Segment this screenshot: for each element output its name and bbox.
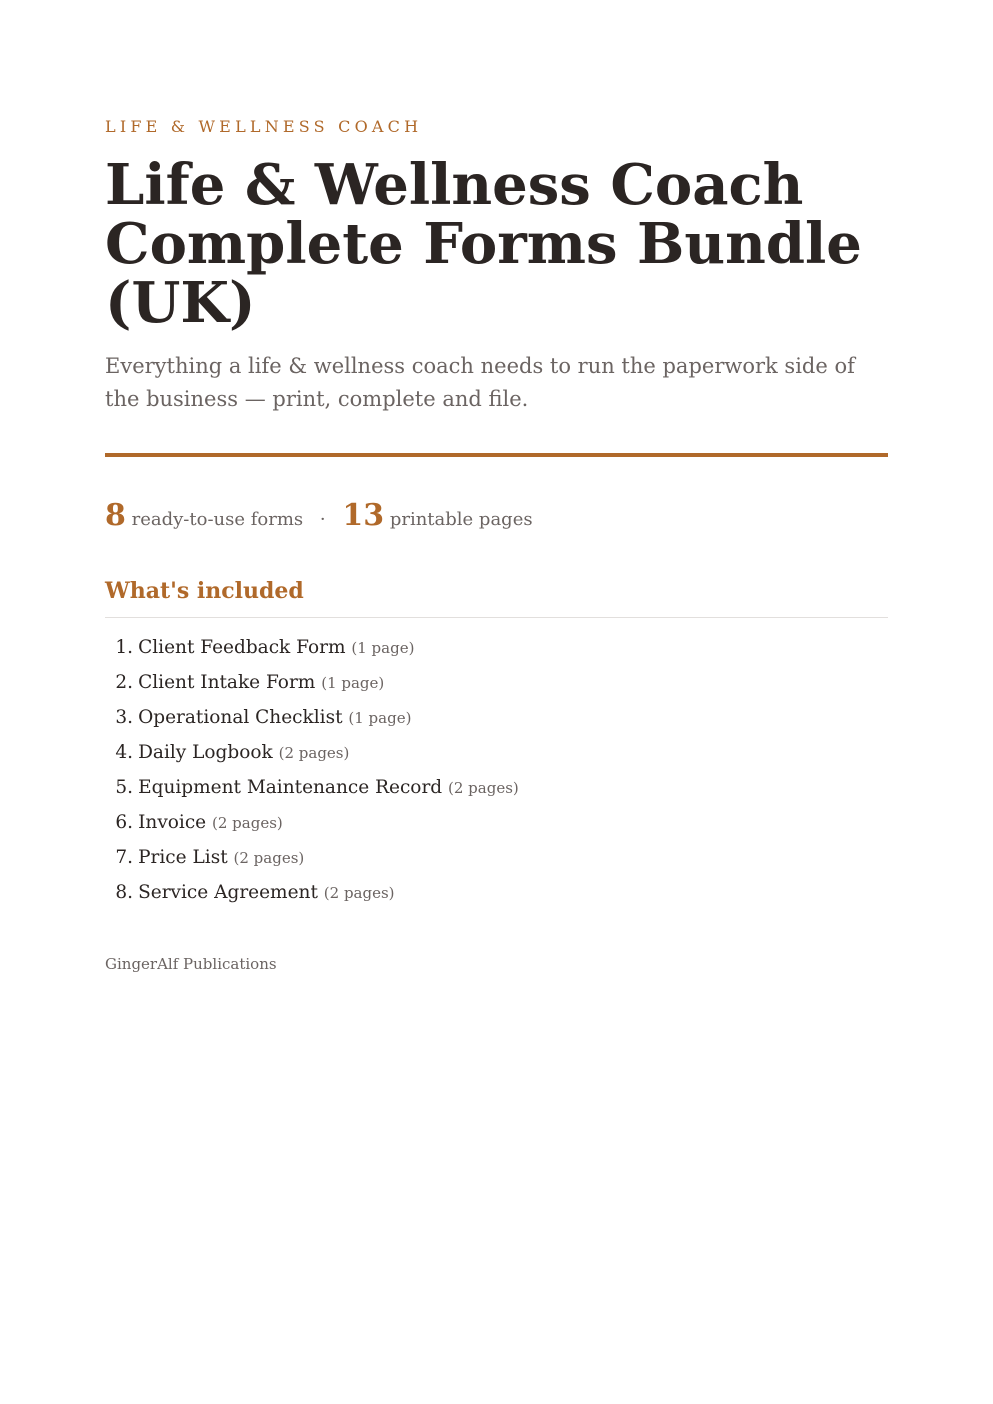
forms-count-label: ready-to-use forms [131,509,304,530]
list-item-number: 1. [115,637,133,658]
pages-count: 13 [342,498,385,533]
list-item-number: 7. [115,847,133,868]
bundle-stats [105,496,533,540]
list-item [105,805,519,840]
form-name: Invoice [138,812,213,833]
pages-count-label: printable pages [389,509,533,530]
list-item-number: 4. [115,742,133,763]
form-name: Operational Checklist [138,707,349,728]
list-item [105,630,519,665]
form-page-count: (1 page) [351,639,415,657]
form-name: Equipment Maintenance Record [138,777,449,798]
list-item-number: 5. [115,777,133,798]
list-item [105,665,519,700]
list-item-number: 2. [115,672,133,693]
form-page-count: (2 pages) [233,849,305,867]
form-name: Client Feedback Form [138,637,352,658]
included-heading: What's included [105,578,304,604]
list-item [105,875,519,910]
list-item-number: 3. [115,707,133,728]
list-item [105,735,519,770]
forms-list [105,630,519,910]
form-name: Daily Logbook [138,742,279,763]
section-divider [105,617,888,618]
list-item-number: 6. [115,812,133,833]
form-page-count: (2 pages) [212,814,283,832]
forms-count: 8 [105,498,126,533]
list-item [105,840,519,875]
stats-separator: · [319,509,326,530]
list-item-number: 8. [115,882,133,903]
form-page-count: (2 pages) [448,779,519,797]
form-name: Price List [138,847,234,868]
form-name: Service Agreement [138,882,324,903]
list-item [105,700,519,735]
accent-divider [105,453,888,457]
form-page-count: (2 pages) [278,744,350,762]
publisher-footer: GingerAlf Publications [105,955,277,973]
form-page-count: (2 pages) [323,884,395,902]
page-title: Life & Wellness Coach Complete Forms Bundle (UK) [105,152,862,336]
form-name: Client Intake Form [138,672,322,693]
list-item [105,770,519,805]
form-page-count: (1 page) [348,709,412,727]
form-page-count: (1 page) [321,674,385,692]
page-subtitle: Everything a life & wellness coach needs to run the paperwork side of the business — print, complete and file. [105,354,855,411]
category-eyebrow: LIFE & WELLNESS COACH [105,117,423,136]
